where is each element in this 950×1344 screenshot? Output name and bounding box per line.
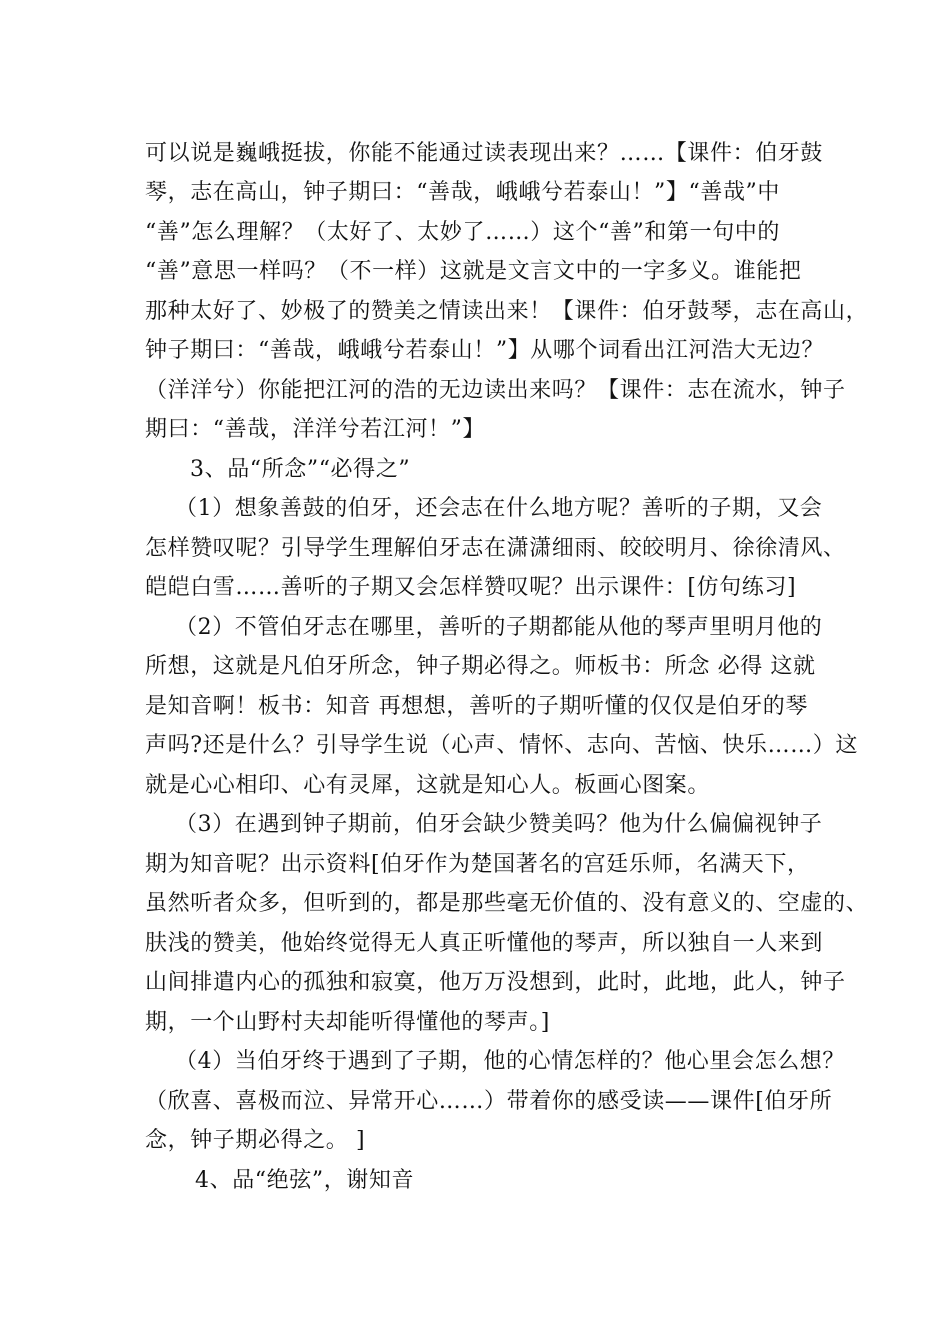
text-line: 期，一个山野村夫却能听得懂他的琴声。] [145, 1010, 550, 1035]
text-line: 可以说是巍峨挺拔，你能不能通过读表现出来？……【课件：伯牙鼓 [145, 141, 824, 166]
text-line: “善”意思一样吗？（不一样）这就是文言文中的一字多义。谁能把 [145, 259, 802, 284]
text-line: 山间排遣内心的孤独和寂寞，他万万没想到，此时，此地，此人，钟子 [145, 970, 846, 995]
text-line: （3）在遇到钟子期前，伯牙会缺少赞美吗？他为什么偏偏视钟子 [175, 812, 823, 837]
text-line: 那种太好了、妙极了的赞美之情读出来！【课件：伯牙鼓琴，志在高山， [145, 299, 869, 324]
text-line: 声吗?还是什么？引导学生说（心声、情怀、志向、苦恼、快乐……）这 [145, 733, 858, 758]
text-line: 肤浅的赞美，他始终觉得无人真正听懂他的琴声，所以独自一人来到 [145, 931, 824, 956]
text-line: 期为知音呢？出示资料[伯牙作为楚国著名的宫廷乐师，名满天下， [145, 852, 810, 877]
text-line: 所想，这就是凡伯牙所念，钟子期必得之。师板书：所念 必得 这就 [145, 654, 816, 679]
text-line: （洋洋兮）你能把江河的浩的无边读出来吗？【课件：志在流水，钟子 [145, 378, 846, 403]
text-line: 是知音啊！板书：知音 再想想，善听的子期听懂的仅仅是伯牙的琴 [145, 694, 808, 719]
text-line: “善”怎么理解？（太好了、太妙了……）这个“善”和第一句中的 [145, 220, 780, 245]
text-line: 皑皑白雪……善听的子期又会怎样赞叹呢？出示课件：[仿句练习] [145, 575, 797, 600]
text-line: 念，钟子期必得之。 ] [145, 1128, 366, 1153]
text-line: 虽然听者众多，但听到的，都是那些毫无价值的、没有意义的、空虚的、 [145, 891, 869, 916]
text-line: （1）想象善鼓的伯牙，还会志在什么地方呢？善听的子期，又会 [175, 496, 823, 521]
text-line: （欣喜、喜极而泣、异常开心……）带着你的感受读——课件[伯牙所 [145, 1089, 833, 1114]
text-line: （4）当伯牙终于遇到了子期，他的心情怎样的？他心里会怎么想？ [175, 1049, 845, 1074]
section-heading: 4、品“绝弦”，谢知音 [195, 1168, 415, 1193]
text-line: 琴，志在高山，钟子期曰：“善哉，峨峨兮若泰山！”】“善哉”中 [145, 180, 780, 205]
text-line: 就是心心相印、心有灵犀，这就是知心人。板画心图案。 [145, 773, 711, 798]
section-heading: 3、品“所念”“必得之” [190, 457, 411, 482]
text-line: （2）不管伯牙志在哪里，善听的子期都能从他的琴声里明月他的 [175, 615, 823, 640]
text-line: 怎样赞叹呢？引导学生理解伯牙志在潇潇细雨、皎皎明月、徐徐清风、 [145, 536, 846, 561]
text-line: 钟子期曰：“善哉，峨峨兮若泰山！”】从哪个词看出江河浩大无边？ [145, 338, 825, 363]
text-line: 期曰：“善哉，洋洋兮若江河！”】 [145, 417, 486, 442]
